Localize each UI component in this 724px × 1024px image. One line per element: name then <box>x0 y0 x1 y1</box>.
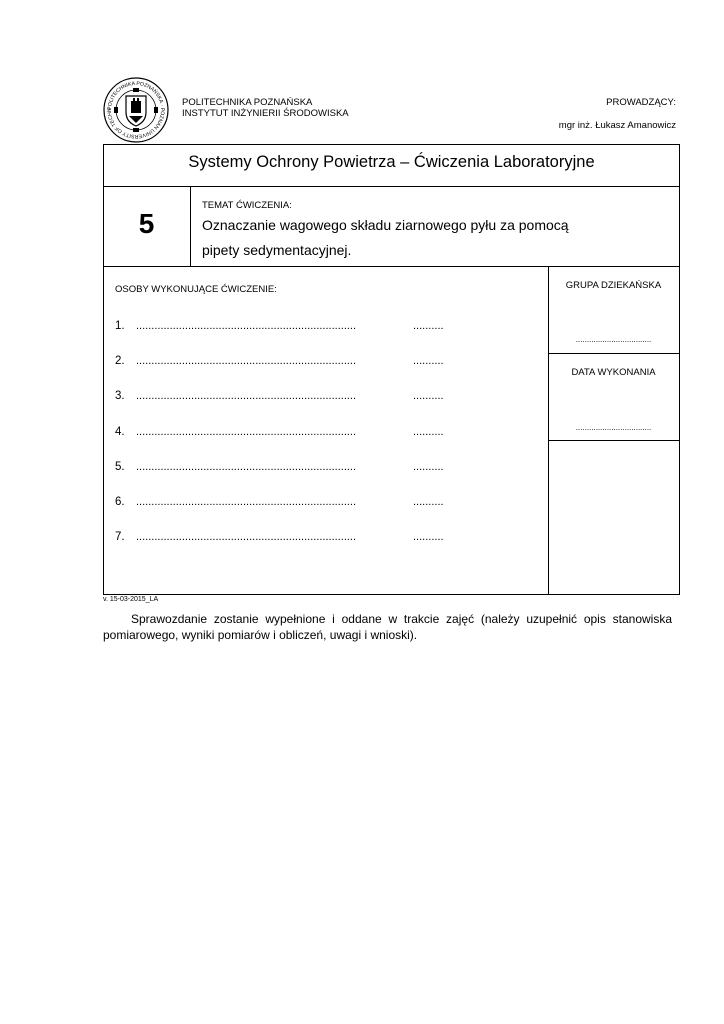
person-name-field[interactable]: ........................................................................ <box>136 496 357 508</box>
date-value-field[interactable]: .................................. <box>575 423 652 432</box>
persons-label: OSOBY WYKONUJĄCE ĆWICZENIE: <box>115 284 277 295</box>
person-name-field[interactable]: ........................................................................ <box>136 390 357 402</box>
person-extra-field[interactable]: .......... <box>413 426 444 438</box>
person-row-number: 7. <box>115 531 125 543</box>
university-seal-logo <box>102 76 170 144</box>
person-extra-field[interactable]: .......... <box>413 320 444 332</box>
person-extra-field[interactable]: .......... <box>413 390 444 402</box>
topic-line-2: pipety sedymentacyjnej. <box>202 242 352 258</box>
date-label: DATA WYKONANIA <box>571 367 656 378</box>
supervisor-name: mgr inż. Łukasz Amanowicz <box>558 120 676 131</box>
person-row-number: 5. <box>115 461 125 473</box>
person-name-field[interactable]: ........................................................................ <box>136 320 357 332</box>
person-extra-field[interactable]: .......... <box>413 531 444 543</box>
svg-text:POLITECHNIKA POZNAŃSKA · POZNA: POLITECHNIKA POZNAŃSKA · POZNAN UNIVERSITY OF TECHN <box>106 80 166 140</box>
person-name-field[interactable]: ........................................................................ <box>136 355 357 367</box>
topic-label: TEMAT ĆWICZENIA: <box>202 200 292 211</box>
person-extra-field[interactable]: .......... <box>413 461 444 473</box>
person-extra-field[interactable]: .......... <box>413 496 444 508</box>
group-value-field[interactable]: .................................. <box>575 335 652 344</box>
version-label: v. 15-03-2015_LA <box>103 596 159 603</box>
group-label: GRUPA DZIEKAŃSKA <box>565 280 662 291</box>
person-name-field[interactable]: ........................................................................ <box>136 426 357 438</box>
person-name-field[interactable]: ........................................................................ <box>136 461 357 473</box>
person-row-number: 2. <box>115 355 125 367</box>
person-row-number: 4. <box>115 426 125 438</box>
instructions-text: Sprawozdanie zostanie wypełnione i oddane w trakcie zajęć (należy uzupełnić opis stanowiska pomiarowego, wyniki pomiarów i obliczeń, uwagi i wnioski). <box>103 612 672 642</box>
person-row-number: 3. <box>115 390 125 402</box>
course-title: Systemy Ochrony Powietrza – Ćwiczenia Laboratoryjne <box>188 153 595 171</box>
supervisor-label: PROWADZĄCY: <box>606 97 676 108</box>
person-extra-field[interactable]: .......... <box>413 355 444 367</box>
instructions-paragraph <box>103 611 672 643</box>
person-row-number: 1. <box>115 320 125 332</box>
institute-name: INSTYTUT INŻYNIERII ŚRODOWISKA <box>182 108 349 119</box>
person-name-field[interactable]: ........................................................................ <box>136 531 357 543</box>
topic-line-1: Oznaczanie wagowego składu ziarnowego pyłu za pomocą <box>202 217 569 233</box>
exercise-number: 5 <box>138 208 155 239</box>
person-row-number: 6. <box>115 496 125 508</box>
university-name: POLITECHNIKA POZNAŃSKA <box>182 97 313 108</box>
